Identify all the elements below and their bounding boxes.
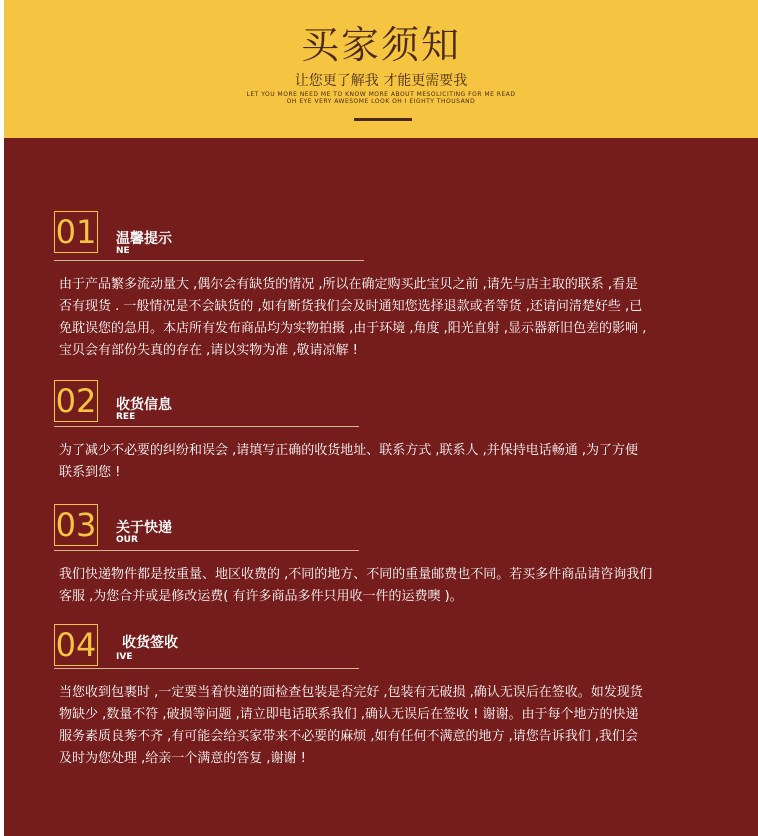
section-2-number: 02 — [55, 382, 97, 420]
section-1-line: 由于产品繁多流动量大 ,偶尔会有缺货的情况 ,所以在确定购买此宝贝之前 ,请先与店主取的联系 ,看是 — [59, 277, 639, 292]
section-2-title: 收货信息 — [116, 397, 172, 413]
section-1-divider — [54, 260, 364, 261]
english-tagline-line-1: LET YOU MORE NEED ME TO KNOW MORE ABOUT MESOLICITING FOR ME READ — [246, 91, 516, 98]
section-1-subtitle: NE — [116, 246, 130, 256]
section-4-line: 物缺少 ,数量不符 ,破损等问题 ,请立即电话联系我们 ,确认无误后在签收 ! 谢谢。由于每个地方的快递 — [59, 707, 639, 722]
notice-content-panel — [4, 138, 758, 836]
section-2-divider — [54, 426, 359, 427]
section-4-title: 收货签收 — [122, 635, 178, 651]
section-1-body — [59, 274, 646, 362]
section-3-title: 关于快递 — [116, 520, 172, 536]
section-1-line: 宝贝会有部份失真的存在 ,请以实物为准 ,敬请凉解 ! — [59, 343, 358, 358]
section-2-subtitle: REE — [116, 412, 136, 422]
section-3-line: 我们快递物件都是按重量、地区收费的 ,不同的地方、不同的重量邮费也不同。若买多件商品请咨询我们 — [59, 567, 653, 582]
english-tagline-line-2: OH EYE VERY AWESOME LOOK OH I EIGHTY THOUSAND — [286, 98, 476, 105]
section-2-line: 联系到您 ! — [59, 465, 121, 480]
section-4-subtitle: IVE — [116, 652, 133, 662]
section-4-line: 服务素质良莠不齐 ,有可能会给买家带来不必要的麻烦 ,如有任何不满意的地方 ,请您告诉我们 ,我们会 — [59, 729, 639, 744]
section-3-divider — [54, 550, 359, 551]
page-title: 买家须知 — [300, 23, 461, 67]
section-3-subtitle: OUR — [116, 535, 138, 545]
section-2-body — [59, 440, 638, 484]
section-1-number: 01 — [55, 213, 97, 251]
page-subtitle: 让您更了解我 才能更需要我 — [294, 73, 468, 89]
section-4-line: 及时为您处理 ,给亲一个满意的答复 ,谢谢 ! — [59, 751, 306, 766]
section-3-body — [59, 564, 652, 608]
header-banner — [4, 0, 758, 138]
section-4-number: 04 — [55, 626, 97, 664]
title-underline — [354, 118, 412, 121]
section-1-title: 温馨提示 — [116, 231, 172, 247]
section-3-number: 03 — [55, 506, 97, 544]
section-4-divider — [54, 668, 359, 669]
section-4-line: 当您收到包裹时 ,一定要当着快递的面检查包装是否完好 ,包装有无破损 ,确认无误后在签收。如发现货 — [59, 685, 643, 700]
section-1-line: 否有现货 . 一般情况是不会缺货的 ,如有断货我们会及时通知您选择退款或者等货 ,还请问清楚好些 ,已 — [59, 299, 643, 314]
section-1-line: 免耽误您的急用。本店所有发布商品均为实物拍摄 ,由于环境 ,角度 ,阳光直射 ,显示器新旧色差的影响 , — [59, 321, 647, 336]
section-3-line: 客服 ,为您合并或是修改运费( 有许多商品多件只用收一件的运费噢 )。 — [59, 589, 463, 604]
section-4-body — [59, 682, 643, 770]
section-2-line: 为了减少不必要的纠纷和误会 ,请填写正确的收货地址、联系方式 ,联系人 ,并保持电话畅通 ,为了方便 — [59, 443, 639, 458]
